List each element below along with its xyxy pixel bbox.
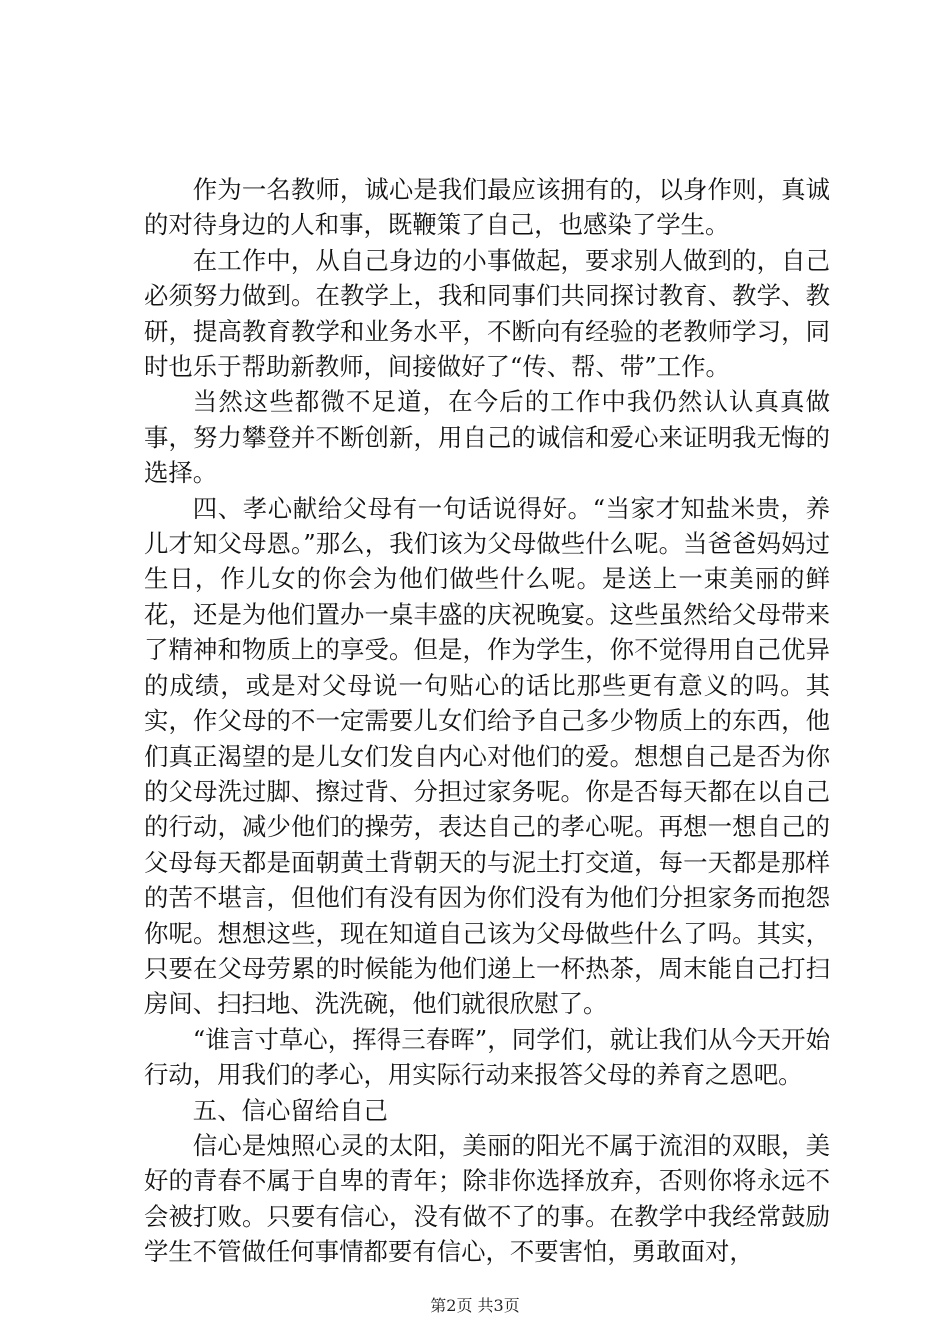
section-heading-confidence: 五、信心留给自己 — [192, 1095, 388, 1125]
paragraph-confidence: 信心是烛照心灵的太阳，美丽的阳光不属于流泪的双眼，美好的青春不属于自卑的青年；除非你选择放弃，否则你将永远不会被打败。只要有信心，没有做不了的事。在教学中我经常鼓励学生不管做任何事情都要有信心，不要害怕，勇敢面对， — [144, 1130, 830, 1267]
page-number-footer: 第2页 共3页 — [430, 1296, 520, 1315]
body-text — [144, 172, 830, 1270]
paragraph-future: 当然这些都微不足道，在今后的工作中我仍然认认真真做事，努力攀登并不断创新，用自己的诚信和爱心来证明我无悔的选择。 — [144, 387, 830, 488]
paragraph-filial-piety: 四、孝心献给父母有一句话说得好。“当家才知盐米贵，养儿才知父母恩。”那么，我们该为父母做些什么呢。当爸爸妈妈过生日，作儿女的你会为他们做些什么呢。是送上一束美丽的鲜花，还是为他们置办一桌丰盛的庆祝晚宴。这些虽然给父母带来了精神和物质上的享受。但是，作为学生，你不觉得用自己优异的成绩，或是对父母说一句贴心的话比那些更有意义的吗。其实，作父母的不一定需要儿女们给予自己多少物质上的东西，他们真正渴望的是儿女们发自内心对他们的爱。想想自己是否为你的父母洗过脚、擦过背、分担过家务呢。你是否每天都在以自己的行动，减少他们的操劳，表达自己的孝心呢。再想一想自己的父母每天都是面朝黄土背朝天的与泥土打交道，每一天都是那样的苦不堪言，但他们有没有因为你们没有为他们分担家务而抱怨你呢。想想这些，现在知道自己该为父母做些什么了吗。其实，只要在父母劳累的时候能为他们递上一杯热茶，周末能自己打扫房间、扫扫地、洗洗碗，他们就很欣慰了。 — [144, 493, 830, 1019]
paragraph-poem: “谁言寸草心，挥得三春晖”，同学们，就让我们从今天开始行动，用我们的孝心，用实际行动来报答父母的养育之恩吧。 — [144, 1024, 830, 1090]
paragraph-sincerity: 作为一名教师，诚心是我们最应该拥有的，以身作则，真诚的对待身边的人和事，既鞭策了自己，也感染了学生。 — [144, 175, 830, 240]
paragraph-work: 在工作中，从自己身边的小事做起，要求别人做到的，自己必须努力做到。在教学上，我和同事们共同探讨教育、教学、教研，提高教育教学和业务水平，不断向有经验的老教师学习，同时也乐于帮助新教师，间接做好了“传、帮、带”工作。 — [144, 245, 830, 382]
